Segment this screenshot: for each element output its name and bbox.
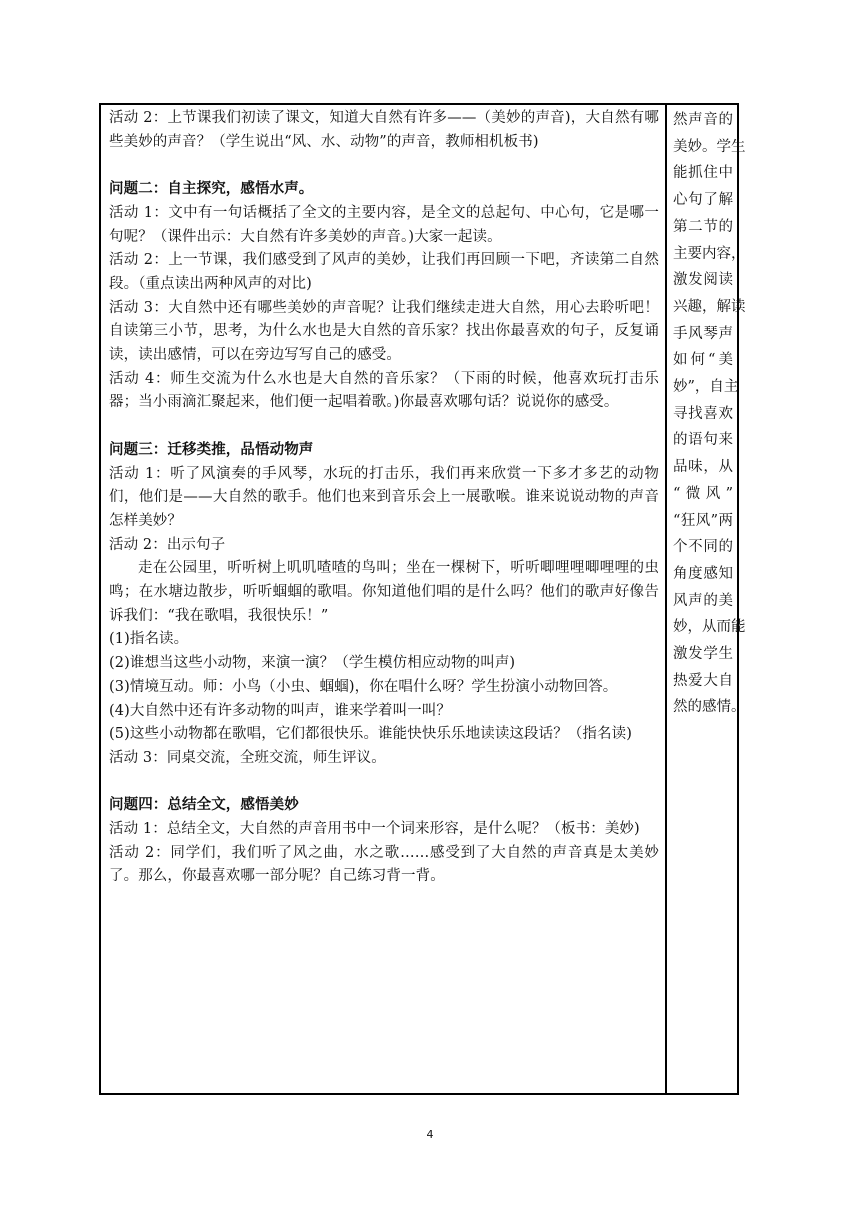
side-line: 妙”，自主 (673, 379, 739, 396)
column-divider (665, 105, 667, 1093)
side-line: 个不同的 (673, 539, 733, 556)
side-line: 风声的美 (673, 592, 733, 609)
side-line: 激发学生 (673, 646, 733, 663)
lesson-table (99, 103, 746, 1095)
side-line: 角度感知 (673, 565, 733, 582)
q3-quote: 走在公园里，听听树上叽叽喳喳的鸟叫；坐在一棵树下，听听唧哩哩唧哩哩的虫鸣；在水塘边散步，听听蝈蝈的歌唱。你知道他们唱的是什么吗？他们的歌声好像告诉我们：“我在歌唱，我很快乐！” (109, 560, 659, 624)
q3-activity-1: 活动 1：听了风演奏的手风琴，水玩的打击乐，我们再来欣赏一下多才多艺的动物们，他们是——大自然的歌手。他们也来到音乐会上一展歌喉。谁来说说动物的声音怎样美妙？ (109, 465, 659, 529)
page-number: 4 (426, 1128, 434, 1141)
q4-activity-1: 活动 1：总结全文，大自然的声音用书中一个词来形容，是什么呢？（板书：美妙) (109, 821, 640, 838)
spacer (109, 415, 659, 439)
question-4-heading: 问题四：总结全文，感悟美妙 (109, 797, 299, 814)
q3-step-3: (3)情境互动。师：小鸟（小虫、蝈蝈)，你在唱什么呀？学生扮演小动物回答。 (109, 678, 618, 695)
question-2-heading: 问题二：自主探究，感悟水声。 (109, 181, 314, 198)
side-line: 激发阅读 (673, 272, 733, 289)
q2-activity-3: 活动 3：大自然中还有哪些美妙的声音呢？让我们继续走进大自然，用心去聆听吧！自读第三小节，思考，为什么水也是大自然的音乐家？找出你最喜欢的句子，反复诵读，读出感情，可以在旁边写写自己的感受。 (109, 299, 659, 364)
spacer (109, 154, 659, 178)
q4-activity-2: 活动 2：同学们，我们听了风之曲，水之歌……感受到了大自然的声音真是太美妙了。那么，你最喜欢哪一部分呢？自己练习背一背。 (109, 844, 659, 885)
side-line: 心句了解 (673, 192, 733, 209)
q3-step-2: (2)谁想当这些小动物，来演一演？（学生模仿相应动物的叫声) (109, 655, 516, 672)
activity-2-intro: 活动 2：上节课我们初读了课文，知道大自然有许多——（美妙的声音)，大自然有哪些美妙的声音？（学生说出“风、水、动物”的声音，教师相机板书) (109, 110, 659, 150)
q3-step-5: (5)这些小动物都在歌唱，它们都很快乐。谁能快快乐乐地读读这段话？（指名读) (109, 726, 632, 743)
side-line: 品味，从 (673, 459, 733, 476)
side-line: 热爱大自 (673, 672, 733, 689)
side-line: 的语句来 (673, 432, 733, 449)
q3-step-1: (1)指名读。 (109, 631, 189, 648)
side-line: 美妙。学生 (673, 138, 746, 155)
side-line: 第二节的 (673, 218, 733, 235)
side-line: 然的感情。 (673, 699, 746, 716)
spacer (109, 771, 659, 795)
side-line: 妙，从而能 (673, 619, 746, 636)
design-intent-column (673, 107, 746, 721)
side-line: 手风琴声 (673, 325, 733, 342)
side-line: “微风” (673, 485, 733, 502)
side-line: 寻找喜欢 (673, 405, 733, 422)
q3-step-4: (4)大自然中还有许多动物的叫声，谁来学着叫一叫？ (109, 702, 452, 719)
lesson-process-column (109, 107, 659, 889)
side-line: 如何“美 (673, 352, 733, 369)
side-line: “狂风”两 (673, 512, 733, 529)
q2-activity-4: 活动 4：师生交流为什么水也是大自然的音乐家？（下雨的时候，他喜欢玩打击乐器；当小雨滴汇聚起来，他们便一起唱着歌。)你最喜欢哪句话？说说你的感受。 (109, 370, 659, 411)
side-line: 能抓住中 (673, 165, 733, 182)
q3-activity-2: 活动 2：出示句子 (109, 536, 226, 553)
q3-activity-3: 活动 3：同桌交流，全班交流，师生评议。 (109, 749, 386, 766)
q2-activity-1: 活动 1：文中有一句话概括了全文的主要内容，是全文的总起句、中心句，它是哪一句呢？（课件出示：大自然有许多美妙的声音。)大家一起读。 (109, 204, 659, 245)
question-3-heading: 问题三：迁移类推，品悟动物声 (109, 441, 314, 458)
q2-activity-2: 活动 2：上一节课，我们感受到了风声的美妙，让我们再回顾一下吧，齐读第二自然段。（重点读出两种风声的对比) (109, 252, 659, 292)
side-line: 兴趣，解读 (673, 298, 746, 315)
side-line: 然声音的 (673, 112, 733, 128)
side-line: 主要内容， (673, 245, 746, 262)
